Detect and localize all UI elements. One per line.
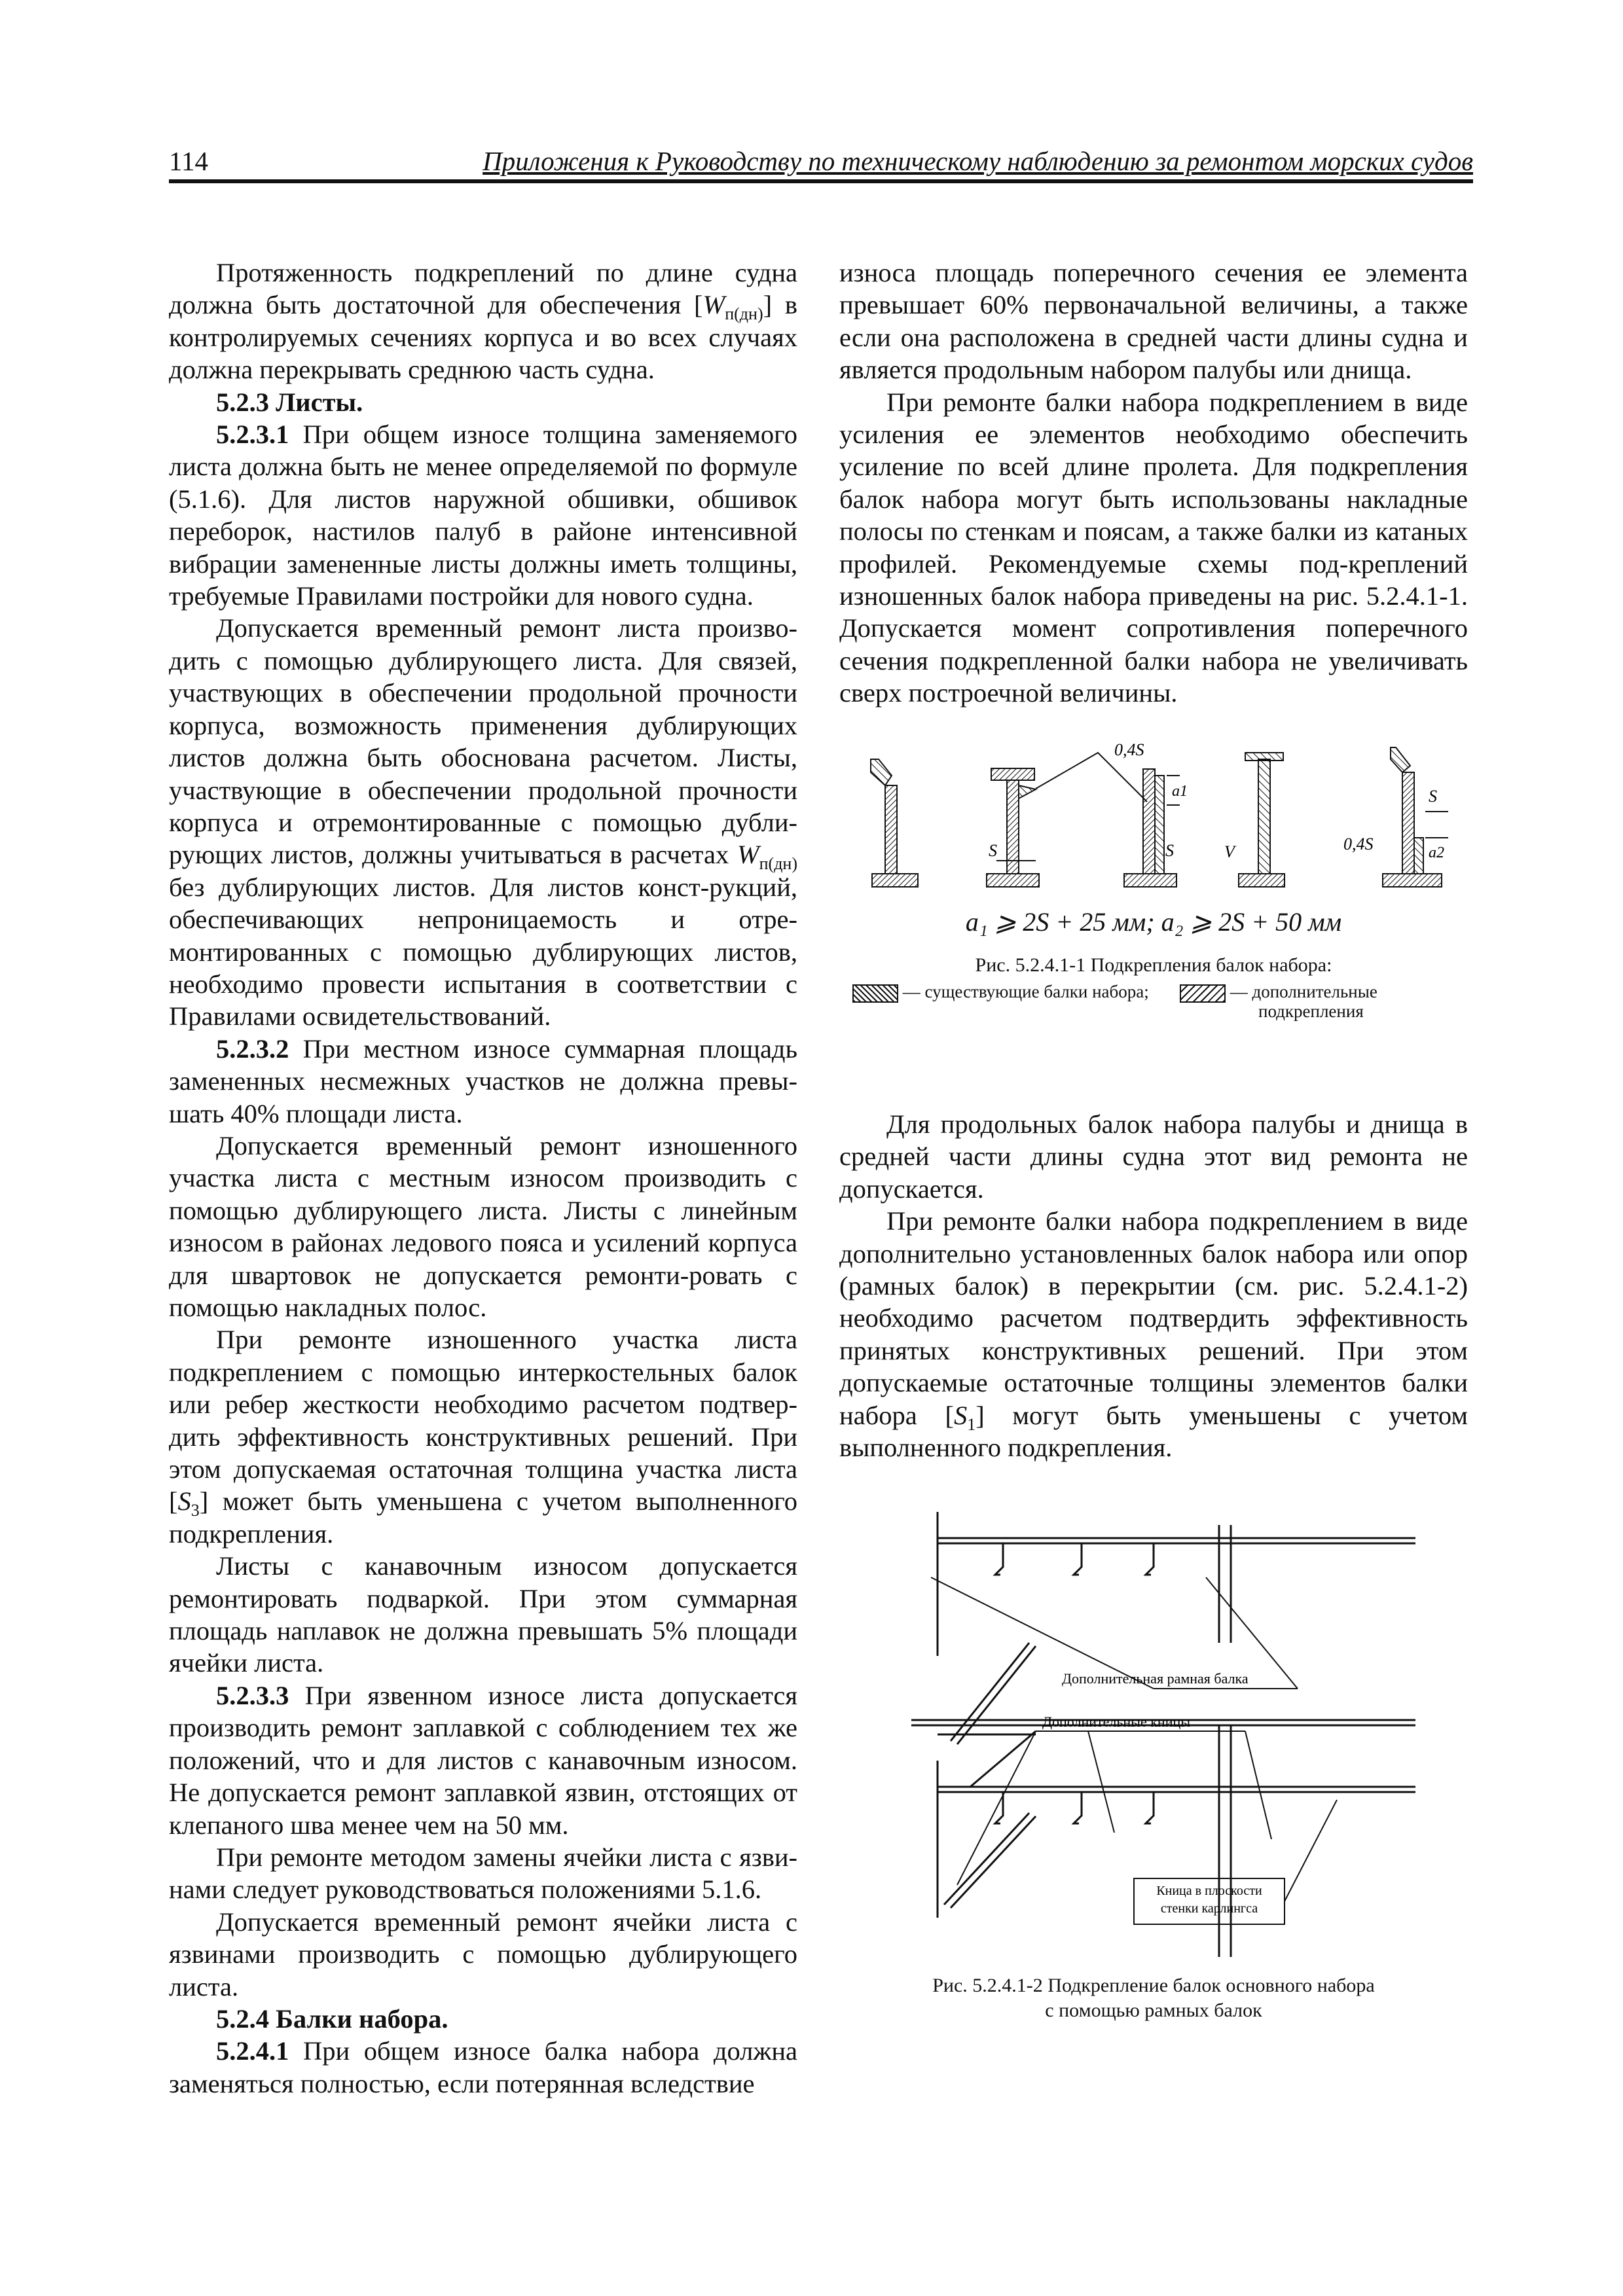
legend-swatch-existing: [852, 984, 898, 1003]
beam-reinforcement-diagram: [839, 740, 1468, 903]
right-column-top: [839, 257, 1468, 709]
right-column-bottom: [839, 1108, 1468, 1463]
svg-text:0,4S: 0,4S: [1343, 834, 1374, 853]
profile-5: [1343, 747, 1448, 887]
page-number: 114: [169, 146, 208, 176]
figure-caption: Рис. 5.2.4.1-2 Подкрепление балок основного набора: [932, 1975, 1375, 1996]
left-column: [169, 257, 797, 2100]
paragraph: Допускается временный ремонт ячейки листа с язвинами производить с помощью дублирующего листа.: [169, 1907, 797, 2001]
svg-text:a2: a2: [1429, 844, 1444, 861]
paragraph: Допускается временный ремонт листа произво-дить с помощью дублирующего листа. Для связей, участвующих в обеспечении продольной прочности корпуса, возможность применения дублирующих листов должна быть обоснована расчетом. Листы, участвующие в обеспечении продольной прочности корпуса и отремонтированные с помощью дубли-рующих листов, должны учитываться в расчетах $W_{п(дн)}$ без дублирующих листов. Для листов конст-рукций, обеспечивающих непроницаемость и отре-монтированных с помощью дублирующих листов, необходимо провести испытания в соответствии с Правилами освидетельствований.: [169, 613, 797, 1031]
figure-5-2-4-1-1: [839, 740, 1468, 1024]
header-rule: [169, 179, 1473, 183]
label-knee-1: Кница в плоскости: [1156, 1884, 1262, 1898]
svg-text:S: S: [1429, 787, 1437, 806]
figure-caption: с помощью рамных балок: [1045, 2000, 1262, 2021]
paragraph: При ремонте балки набора подкреплением в виде дополнительно установленных балок набора или опор (рамных балок) в перекрытии (см. рис. 5.2.4.1-2) необходимо расчетом подтвердить эффективность принятых конструктивных решений. При этом допускаемые остаточные толщины элементов балки набора $[S_1]$ могут быть уменьшены с учетом выполненного подкрепления.: [839, 1206, 1468, 1463]
paragraph: Протяженность подкреплений по длине судна должна быть достаточной для обеспечения $[W_{п(дн)}]$ в контролируемых сечениях корпуса и во всех случаях должна перекрывать среднюю часть судна.: [169, 258, 797, 385]
page-header: [169, 145, 1473, 182]
web-frame-diagram: [839, 1499, 1468, 1970]
figure-caption: Рис. 5.2.4.1-1 Подкрепления балок набора:: [975, 954, 1332, 976]
paragraph: 5.2.3.2 При местном износе суммарная площадь замененных несмежных участков не должна превы-шать 40% площади листа.: [169, 1033, 797, 1128]
paragraph: Для продольных балок набора палубы и днища в средней части длины судна этот вид ремонта не допускается.: [839, 1109, 1468, 1204]
paragraph: Листы с канавочным износом допускается ремонтировать подваркой. При этом суммарная площадь наплавок не должна превышать 5% площади ячейки листа.: [169, 1551, 797, 1678]
paragraph: 5.2.3.3 При язвенном износе листа допускается производить ремонт заплавкой с соблюдением тех же положений, что и для листов с канавочным износом. Не допускается ремонт заплавкой язвин, отстоящих от клепаного шва менее чем на 50 мм.: [169, 1680, 797, 1840]
paragraph: Допускается временный ремонт изношенного участка листа с местным износом производить с помощью дублирующего листа. Листы с линейным износом в районах ледового пояса и усилений корпуса для швартовок не допускается ремонти-ровать с помощью накладных полос.: [169, 1130, 797, 1322]
profile-4: [1224, 753, 1285, 887]
legend-additional-2: подкрепления: [1258, 1001, 1364, 1021]
figure-legend: [839, 978, 1468, 1024]
paragraph: 5.2.3.1 При общем износе толщина заменяемого листа должна быть не менее определяемой по формуле (5.1.6). Для листов наружной обшивки, обшивок переборок, настилов палуб в районе интенсивной вибрации замененные листы должны иметь толщины, требуемые Правилами постройки для нового судна.: [169, 420, 797, 611]
svg-text:a1: a1: [1172, 783, 1188, 800]
paragraph: При ремонте методом замены ячейки листа с язви-нами следует руководствоваться положениями 5.1.6.: [169, 1842, 797, 1905]
section-heading-5-2-4: 5.2.4 Балки набора.: [216, 2003, 448, 2034]
section-heading-5-2-3: 5.2.3 Листы.: [216, 387, 363, 417]
svg-text:S: S: [1165, 841, 1174, 860]
paragraph: 5.2.4.1 При общем износе балка набора должна заменяться полностью, если потерянная вследствие: [169, 2036, 797, 2098]
svg-text:S: S: [989, 841, 997, 860]
paragraph: износа площадь поперечного сечения ее элемента превышает 60% первоначальной величины, а также если она расположена в средней части длины судна и является продольным набором палубы или днища.: [839, 258, 1468, 385]
formula: a₁ ⩾ 2S + 25 мм; a₂ ⩾ 2S + 50 мм: [965, 907, 1342, 937]
profile-2: [987, 768, 1039, 887]
paragraph: При ремонте изношенного участка листа подкреплением с помощью интеркостельных балок или ребер жесткости необходимо расчетом подтвер-дить эффективность конструктивных решений. При этом допускаемая остаточная толщина участка листа $[S_3]$ может быть уменьшена с учетом выполненного подкрепления.: [169, 1325, 797, 1549]
profile-3: [1124, 769, 1188, 887]
running-title: Приложения к Руководству по техническому наблюдению за ремонтом морских судов: [483, 146, 1473, 176]
profile-1: [871, 759, 918, 887]
svg-text:V: V: [1224, 842, 1235, 861]
figure-5-2-4-1-2: [839, 1499, 1468, 2023]
label-additional-brackets: Дополнительные кницы: [1042, 1713, 1191, 1730]
legend-existing: — существующие балки набора;: [902, 982, 1149, 1001]
legend-swatch-additional: [1180, 984, 1226, 1003]
paragraph: При ремонте балки набора подкреплением в виде усиления ее элементов необходимо обеспечить усиление по всей длине пролета. Для подкрепления балок набора могут быть использованы накладные полосы по стенкам и поясам, а также балки из катаных профилей. Рекомендуемые схемы под-креплений изношенных балок набора приведены на рис. 5.2.4.1-1. Допускается момент сопротивления поперечного сечения подкрепленной балки набора не увеличивать сверх построечной величины.: [839, 387, 1468, 708]
label-additional-frame: Дополнительная рамная балка: [1062, 1670, 1249, 1687]
leader-line: [1036, 753, 1147, 802]
label-knee-2: стенки карлингса: [1160, 1901, 1258, 1916]
legend-additional: — дополнительные: [1230, 982, 1377, 1001]
svg-text:0,4S: 0,4S: [1114, 740, 1144, 759]
